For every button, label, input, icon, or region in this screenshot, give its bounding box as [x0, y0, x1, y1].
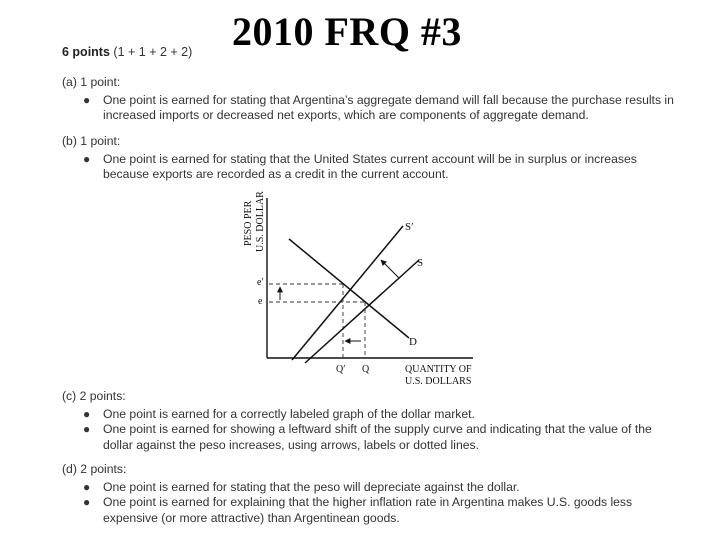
part-c-heading: (c) 2 points:: [62, 389, 126, 403]
price-old-label: e: [258, 296, 263, 307]
bullet-icon: ●: [83, 422, 91, 436]
bullet-icon: ●: [83, 406, 91, 421]
points-total: 6 points: [62, 45, 110, 59]
bullet-icon: ●: [83, 495, 91, 509]
y-axis-label-line1: PESO PER: [243, 200, 254, 246]
dollar-market-graph: [235, 190, 495, 390]
points-summary: [62, 45, 192, 59]
part-c-bullet: [62, 422, 683, 453]
part-d-bullet-text: One point is earned for explaining that the higher inflation rate in Argentina makes U.S. goods less expensive (or more attractive) than Argentinean goods.: [103, 495, 633, 525]
x-axis-label-line1: QUANTITY OF: [405, 364, 472, 375]
part-a-heading: (a) 1 point:: [62, 75, 121, 89]
part-d: [62, 462, 683, 526]
supply-new-label: S′: [405, 221, 414, 233]
supply-curve-new: [292, 226, 403, 360]
part-c-bullet: [62, 407, 683, 423]
x-axis-label-line2: U.S. DOLLARS: [405, 376, 472, 387]
part-b-bullet: [62, 152, 683, 183]
supply-shift-arrow: [381, 260, 399, 278]
part-d-bullet: [62, 480, 683, 496]
part-c-bullet-text: One point is earned for showing a leftward shift of the supply curve and indicating that the value of the dollar against the peso increases, using arrows, labels or dotted lines.: [103, 422, 652, 452]
part-b-heading: (b) 1 point:: [62, 134, 121, 148]
supply-original-label: S: [417, 257, 424, 269]
part-d-bullet: [62, 495, 683, 526]
points-breakdown: (1 + 1 + 2 + 2): [113, 45, 193, 59]
price-new-label: e′: [257, 277, 264, 288]
part-d-bullet-text: One point is earned for stating that the peso will depreciate against the dollar.: [103, 479, 520, 494]
qty-old-label: Q: [362, 364, 370, 375]
part-c: [62, 389, 683, 453]
bullet-icon: ●: [83, 479, 91, 494]
part-a-bullet: [62, 93, 683, 124]
bullet-icon: ●: [83, 151, 91, 166]
part-c-bullet-text: One point is earned for a correctly labeled graph of the dollar market.: [103, 406, 475, 421]
part-b: [62, 134, 683, 183]
part-a-bullet-text: One point is earned for stating that Argentina’s aggregate demand will fall because the purchase results in increased imports or decreased net exports, which are components of aggregate demand.: [103, 92, 674, 122]
part-d-heading: (d) 2 points:: [62, 462, 127, 476]
bullet-icon: ●: [83, 92, 91, 107]
demand-label: D: [409, 336, 417, 348]
qty-new-label: Q′: [336, 364, 346, 375]
page-title: 2010 FRQ #3: [232, 9, 462, 54]
y-axis-label-line2: U.S. DOLLAR: [255, 191, 266, 252]
part-b-bullet-text: One point is earned for stating that the United States current account will be in surplus or increases because exports are recorded as a credit in the current account.: [103, 151, 637, 181]
part-a: [62, 75, 683, 124]
